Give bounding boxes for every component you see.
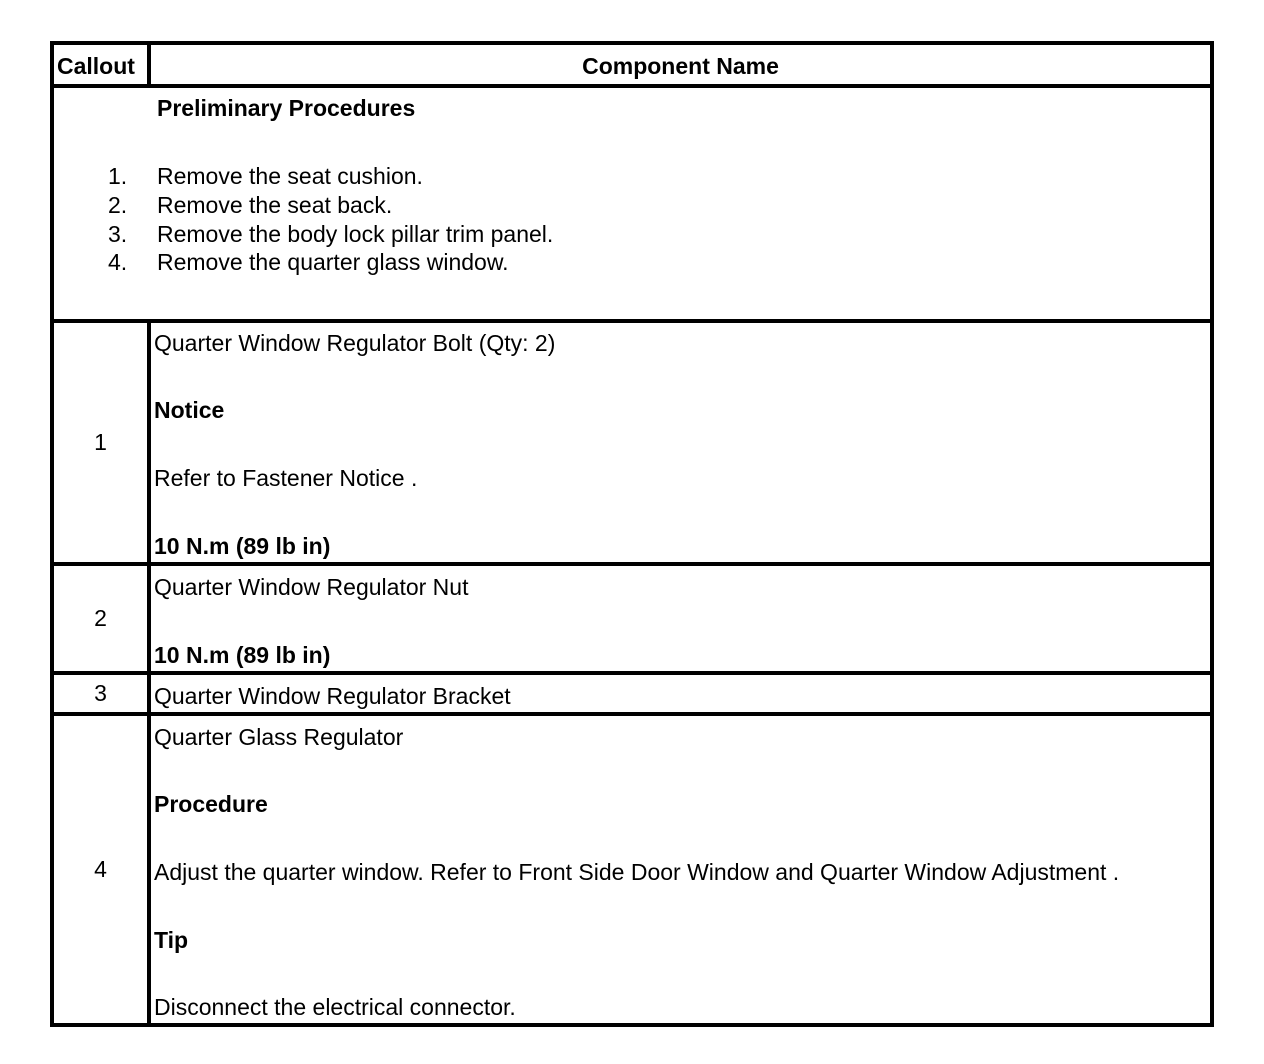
- step-text: Remove the seat cushion.: [157, 163, 423, 189]
- step-text: Remove the body lock pillar trim panel.: [157, 221, 554, 247]
- row-separator: [54, 84, 1210, 88]
- notice-label: Notice: [154, 397, 225, 423]
- procedure-label: Procedure: [154, 791, 268, 817]
- step-number: 1.: [108, 163, 128, 189]
- row-separator: [54, 712, 1210, 716]
- callout-cell: [54, 716, 147, 1023]
- notice-text: Refer to Fastener Notice .: [154, 465, 418, 491]
- callout-number: 2: [94, 605, 107, 631]
- header-callout: Callout: [57, 53, 135, 79]
- callout-number: 3: [94, 680, 107, 706]
- step-number: 4.: [108, 249, 128, 275]
- tip-text: Disconnect the electrical connector.: [154, 994, 516, 1020]
- component-name: Quarter Glass Regulator: [154, 724, 404, 750]
- tip-label: Tip: [154, 927, 189, 953]
- step-number: 2.: [108, 192, 128, 218]
- preliminary-merged-cell: [147, 88, 151, 319]
- header-component-name: Component Name: [582, 53, 779, 79]
- step-text: Remove the quarter glass window.: [157, 249, 509, 275]
- callout-number: 4: [94, 856, 107, 882]
- component-name: Quarter Window Regulator Nut: [154, 574, 469, 600]
- step-text: Remove the seat back.: [157, 192, 393, 218]
- callout-cell: [54, 323, 147, 562]
- torque-spec: 10 N.m (89 lb in): [154, 533, 331, 559]
- callout-cell: [54, 566, 147, 671]
- callout-number: 1: [94, 429, 107, 455]
- row-separator: [54, 562, 1210, 566]
- torque-spec: 10 N.m (89 lb in): [154, 642, 331, 668]
- callout-cell: [54, 675, 147, 712]
- component-name: Quarter Window Regulator Bracket: [154, 683, 511, 709]
- component-table: [50, 41, 1214, 1027]
- row-separator: [54, 671, 1210, 675]
- component-name: Quarter Window Regulator Bolt (Qty: 2): [154, 330, 556, 356]
- step-number: 3.: [108, 221, 128, 247]
- procedure-text: Adjust the quarter window. Refer to Front Side Door Window and Quarter Window Adjustment .: [154, 859, 1120, 885]
- row-separator: [54, 319, 1210, 323]
- preliminary-title: Preliminary Procedures: [157, 95, 416, 121]
